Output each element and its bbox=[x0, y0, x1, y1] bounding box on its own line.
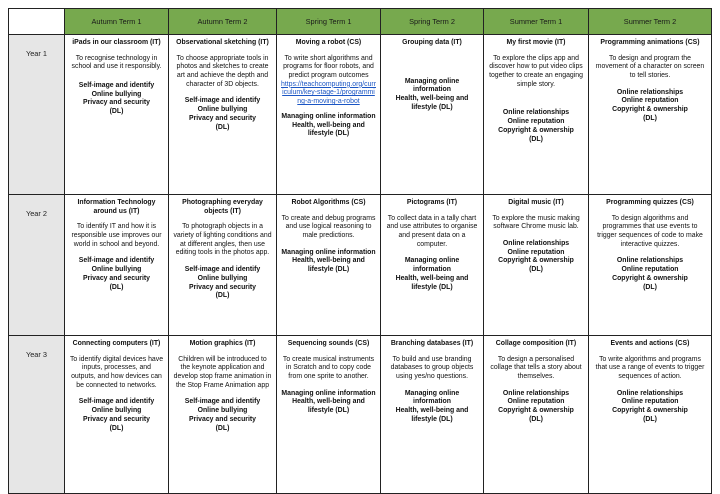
unit-digital-literacy: Self-image and identify Online bullying Privacy and security (DL) bbox=[78, 82, 155, 116]
unit-description: To write algorithms and programs that use a range of events to trigger sequences of action. bbox=[595, 355, 705, 381]
unit-cell bbox=[381, 35, 484, 195]
unit-cell bbox=[65, 35, 169, 195]
unit-digital-literacy: Self-image and identify Online bullying Privacy and security (DL) bbox=[78, 257, 155, 291]
unit-digital-literacy: Managing online information Health, well-being and lifestyle (DL) bbox=[395, 77, 469, 111]
unit-cell bbox=[589, 35, 712, 195]
unit-digital-literacy: Self-image and identify Online bullying Privacy and security (DL) bbox=[78, 398, 155, 432]
unit-digital-literacy: Managing online information Health, well-being and lifestyle (DL) bbox=[395, 257, 469, 291]
unit-cell bbox=[65, 195, 169, 336]
unit-digital-literacy-text: Online relationships Online reputation Copyright & ownership (DL) bbox=[612, 389, 688, 423]
unit-description: To choose appropriate tools in photos and sketches to create art and achieve the depth and character of 3D objects. bbox=[176, 54, 269, 88]
unit-cell bbox=[484, 195, 589, 336]
unit-title: Grouping data (IT) bbox=[402, 39, 462, 46]
unit-digital-literacy: Online relationships Online reputation Copyright & ownership (DL) bbox=[612, 88, 688, 122]
header-term: Spring Term 1 bbox=[277, 9, 381, 35]
unit-cell bbox=[381, 195, 484, 336]
unit-description: To explore the clips app and discover how to put video clips together to create an engaging simple story. bbox=[489, 54, 583, 88]
unit-description: To create musical instruments in Scratch and to copy code from one sprite to another. bbox=[282, 355, 375, 381]
unit-cell bbox=[277, 336, 381, 494]
unit-description: To photograph objects in a variety of lighting conditions and at different angles, then use editing tools in the photos app. bbox=[173, 223, 272, 257]
unit-title: Moving a robot (CS) bbox=[295, 39, 362, 46]
unit-digital-literacy: Online relationships Online reputation Copyright & ownership (DL) bbox=[498, 389, 574, 423]
unit-digital-literacy: Online relationships Online reputation Copyright & ownership (DL) bbox=[498, 240, 574, 274]
unit-description: To design and program the movement of a character on screen to tell stories. bbox=[595, 54, 705, 80]
unit-description: To design a personalised collage that tells a story about themselves. bbox=[490, 355, 582, 381]
header-term: Autumn Term 1 bbox=[65, 9, 169, 35]
table-row bbox=[9, 195, 712, 336]
year-label: Year 1 bbox=[9, 35, 65, 195]
unit-link[interactable]: https://teachcomputing.org/curriculum/key-stage-1/programming-a-moving-a-robot bbox=[281, 80, 376, 106]
unit-title: My first movie (IT) bbox=[506, 39, 566, 46]
unit-title: Programming animations (CS) bbox=[600, 39, 700, 46]
unit-digital-literacy: Online relationships Online reputation Copyright & ownership (DL) bbox=[498, 109, 574, 143]
header-term: Spring Term 2 bbox=[381, 9, 484, 35]
unit-cell bbox=[381, 336, 484, 494]
header-row bbox=[9, 9, 712, 35]
unit-cell bbox=[484, 336, 589, 494]
unit-title: Motion graphics (IT) bbox=[189, 340, 256, 347]
unit-description: To build and use branding databases to group objects using yes/no questions. bbox=[390, 355, 474, 381]
unit-description: Children will be introduced to the keynote application and develop stop frame animation in the Stop Frame Animation app bbox=[173, 355, 272, 389]
year-label: Year 3 bbox=[9, 336, 65, 494]
unit-digital-literacy: Online relationships Online reputation Copyright & ownership (DL) bbox=[612, 257, 688, 291]
unit-digital-literacy: Managing online information Health, well-being and lifestyle (DL) bbox=[281, 112, 376, 138]
unit-digital-literacy: Self-image and identify Online bullying Privacy and security (DL) bbox=[184, 398, 261, 432]
unit-digital-literacy bbox=[593, 390, 707, 425]
unit-cell bbox=[169, 35, 277, 195]
unit-title: Information Technology around us (IT) bbox=[77, 199, 156, 215]
unit-title: Photographing everyday objects (IT) bbox=[182, 199, 263, 215]
table-row bbox=[9, 336, 712, 494]
unit-cell bbox=[589, 336, 712, 494]
unit-digital-literacy: Self-image and identify Online bullying Privacy and security (DL) bbox=[184, 97, 261, 131]
unit-cell bbox=[484, 35, 589, 195]
unit-cell bbox=[589, 195, 712, 336]
unit-title: Robot Algorithms (CS) bbox=[291, 199, 366, 206]
unit-description: To recognise technology in school and use it responsibly. bbox=[71, 54, 162, 71]
header-term: Summer Term 1 bbox=[484, 9, 589, 35]
unit-digital-literacy: Managing online information Health, well-being and lifestyle (DL) bbox=[281, 248, 376, 274]
unit-cell bbox=[169, 195, 277, 336]
unit-title: Digital music (IT) bbox=[508, 199, 564, 206]
unit-title: iPads in our classroom (IT) bbox=[72, 39, 161, 46]
table-row bbox=[9, 35, 712, 195]
unit-cell bbox=[277, 35, 381, 195]
unit-description: To explore the music making software Chrome music lab. bbox=[492, 214, 580, 231]
unit-title: Sequencing sounds (CS) bbox=[287, 340, 370, 347]
unit-title: Events and actions (CS) bbox=[610, 340, 690, 347]
header-term: Summer Term 2 bbox=[589, 9, 712, 35]
year-label: Year 2 bbox=[9, 195, 65, 336]
unit-title: Observational sketching (IT) bbox=[176, 39, 269, 46]
header-corner bbox=[9, 9, 65, 35]
unit-title: Branching databases (IT) bbox=[390, 340, 474, 347]
unit-cell bbox=[277, 195, 381, 336]
unit-digital-literacy: Managing online information Health, well-being and lifestyle (DL) bbox=[395, 389, 469, 423]
unit-digital-literacy: Self-image and identify Online bullying Privacy and security (DL) bbox=[184, 266, 261, 300]
unit-description: To write short algorithms and programs for floor robots, and predict program outcomes bbox=[283, 54, 374, 80]
unit-title: Collage composition (IT) bbox=[495, 340, 577, 347]
unit-cell bbox=[169, 336, 277, 494]
unit-title: Programming quizzes (CS) bbox=[606, 199, 694, 206]
unit-description: To design algorithms and programmes that use events to trigger sequences of code to make interactive quizzes. bbox=[597, 214, 703, 248]
unit-digital-literacy: Managing online information Health, well-being and lifestyle (DL) bbox=[281, 389, 376, 415]
curriculum-table bbox=[8, 8, 712, 494]
unit-title: Connecting computers (IT) bbox=[72, 340, 161, 347]
unit-description: To collect data in a tally chart and use attributes to organise and present data on a computer. bbox=[386, 214, 478, 248]
unit-cell bbox=[65, 336, 169, 494]
unit-description: To create and debug programs and use logical reasoning to male predictions. bbox=[281, 214, 376, 240]
unit-description: To identify digital devices have inputs, processes, and outputs, and how devices can be connected to networks. bbox=[69, 355, 164, 389]
unit-title: Pictograms (IT) bbox=[406, 199, 458, 206]
unit-description: To identify IT and how it is responsible use improves our world in school and beyond. bbox=[71, 223, 162, 248]
header-term: Autumn Term 2 bbox=[169, 9, 277, 35]
